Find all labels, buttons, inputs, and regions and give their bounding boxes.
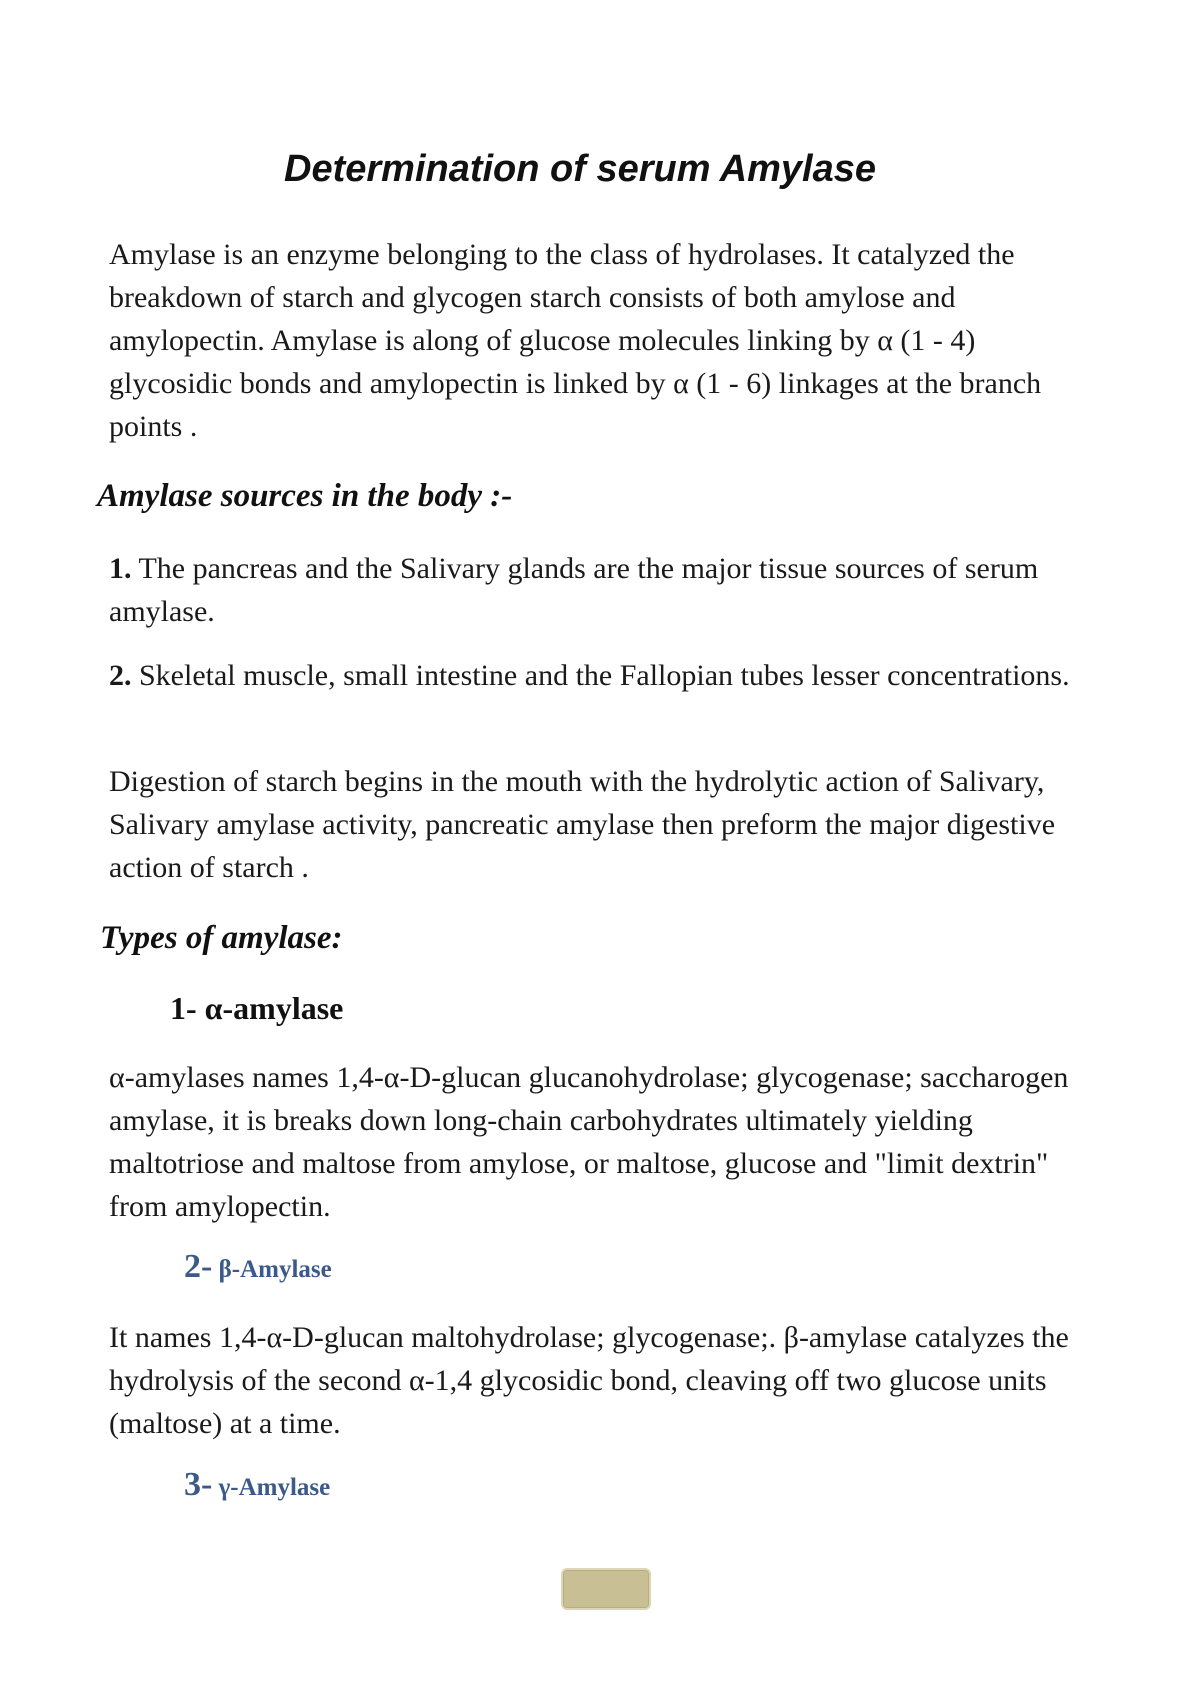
page-number-box xyxy=(561,1568,651,1610)
alpha-amylase-paragraph: α-amylases names 1,4-α-D-glucan glucanohydrolase; glycogenase; saccharogen amylase, it is breaks down long-chain carbohydrates ultimately yielding maltotriose and maltose from amylose, or maltose, glucose and "limit dextrin" from amylopectin. xyxy=(109,1061,1069,1223)
intro-paragraph: Amylase is an enzyme belonging to the class of hydrolases. It catalyzed the breakdown of starch and glycogen starch consists of both amylose and amylopectin. Amylase is along of glucose molecules linking by α (1 - 4) glycosidic bonds and amylopectin is linked by α (1 - 6) linkages at the branch points . xyxy=(109,238,1042,443)
source-item-2 xyxy=(109,654,1089,697)
gamma-amylase-name: γ-Amylase xyxy=(212,1474,331,1501)
source-item-1-number: 1. xyxy=(109,552,132,585)
beta-amylase-name: β-Amylase xyxy=(212,1256,332,1283)
alpha-amylase-heading: 1- α-amylase xyxy=(170,990,344,1026)
beta-amylase-paragraph: It names 1,4-α-D-glucan maltohydrolase; glycogenase;. β-amylase catalyzes the hydrolysis of the second α-1,4 glycosidic bond, cleaving off two glucose units (maltose) at a time. xyxy=(109,1321,1069,1440)
gamma-amylase-number: 3- xyxy=(184,1466,213,1503)
digestion-paragraph: Digestion of starch begins in the mouth with the hydrolytic action of Salivary, Salivary amylase activity, pancreatic amylase then preform the major digestive action of starch . xyxy=(109,765,1056,884)
sources-heading: Amylase sources in the body :- xyxy=(97,478,513,514)
source-item-1-text: The pancreas and the Salivary glands are the major tissue sources of serum amylase. xyxy=(109,552,1039,628)
source-item-1 xyxy=(109,547,1089,633)
source-item-2-number: 2. xyxy=(109,659,132,692)
beta-amylase-number: 2- xyxy=(184,1248,213,1285)
gamma-amylase-heading xyxy=(184,1466,330,1504)
beta-amylase-heading xyxy=(184,1248,332,1286)
page-title: Determination of serum Amylase xyxy=(284,148,876,190)
source-item-2-text: Skeletal muscle, small intestine and the Fallopian tubes lesser concentrations. xyxy=(131,659,1070,692)
types-heading: Types of amylase: xyxy=(100,920,343,956)
